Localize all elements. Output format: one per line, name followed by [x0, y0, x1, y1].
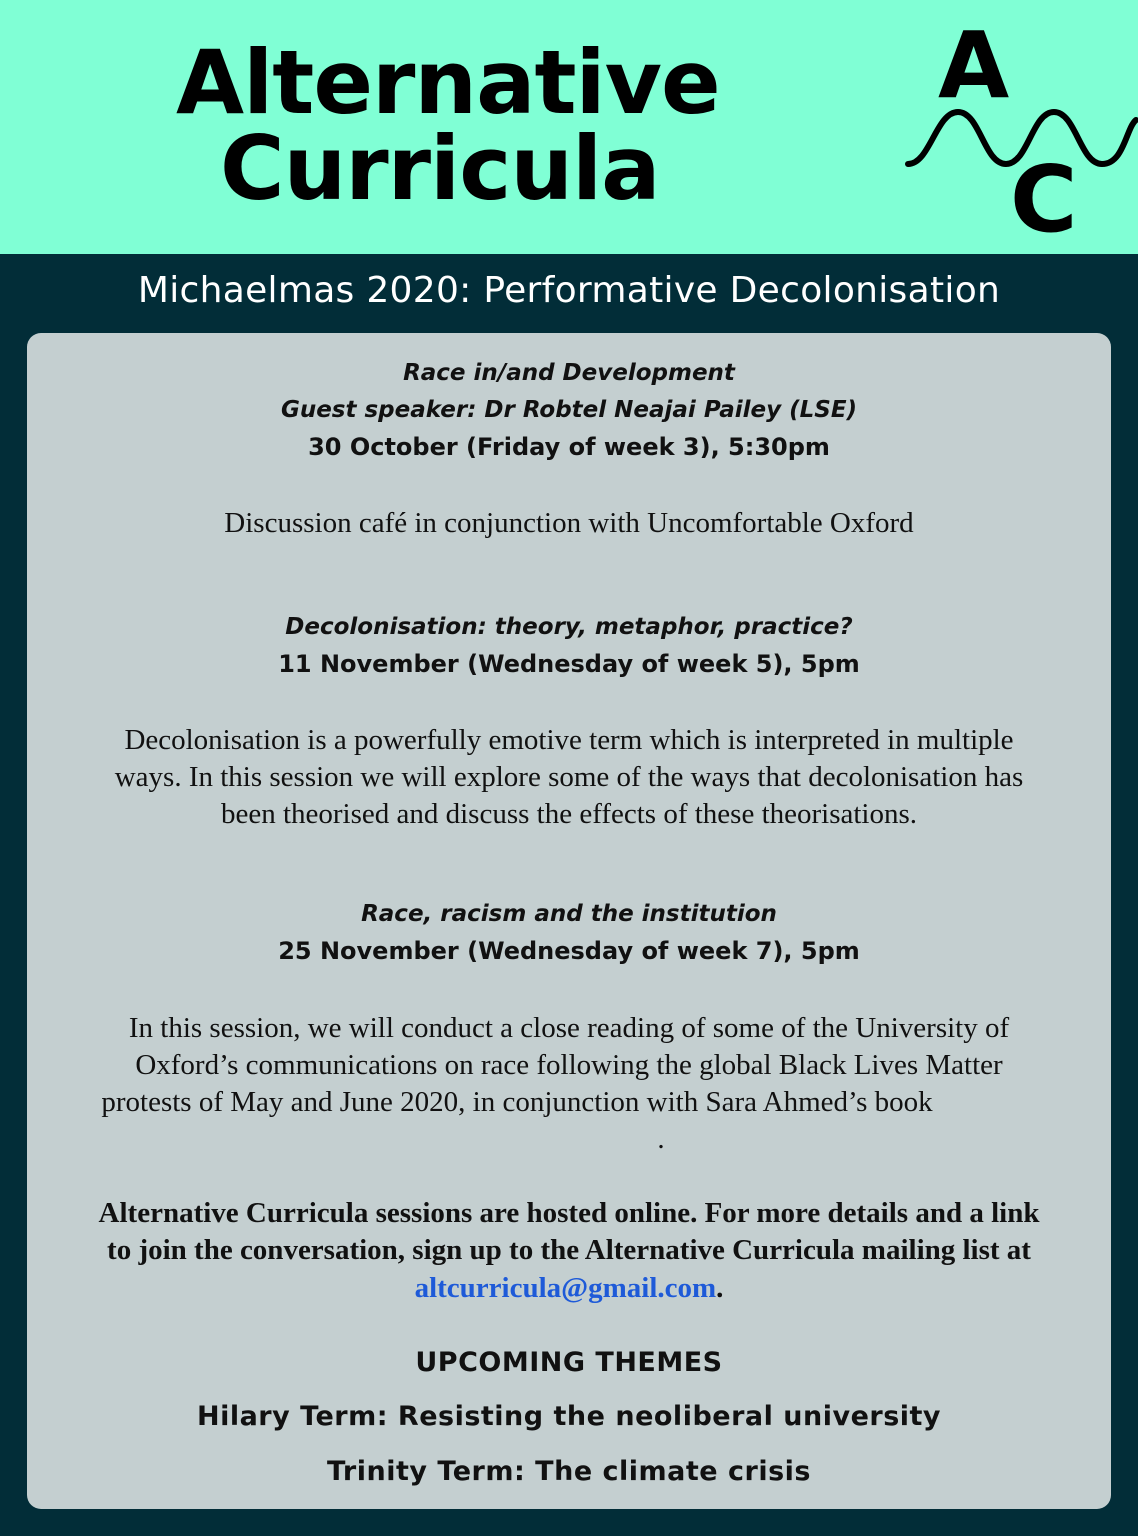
session-2-description-line: been theorised and discuss the effects of these theorisations.: [220, 798, 918, 830]
session-3-description-line: .: [657, 1123, 665, 1155]
email-link[interactable]: altcurricula@gmail.com: [414, 1272, 717, 1304]
title-line-1: Alternative: [176, 31, 720, 134]
session-1-description: Discussion café in conjunction with Uncomfortable Oxford: [224, 507, 914, 539]
logo-letter-a: A: [938, 12, 1010, 119]
term-heading: Michaelmas 2020: Performative Decolonisation: [137, 270, 1001, 311]
info-line: Alternative Curricula sessions are hosted online. For more details and a link: [98, 1197, 1040, 1229]
session-1-speaker: Guest speaker: Dr Robtel Neajai Pailey (LSE): [280, 397, 858, 423]
logo-letter-c: C: [1010, 146, 1078, 253]
session-1-date: 30 October (Friday of week 3), 5:30pm: [308, 433, 830, 461]
ac-logo: [900, 12, 1138, 254]
session-1-title: Race in/and Development: [403, 360, 735, 386]
header-banner: [0, 0, 1138, 254]
email-suffix: .: [716, 1272, 724, 1304]
session-3-description-line: protests of May and June 2020, in conjunction with Sara Ahmed’s book: [101, 1086, 933, 1118]
info-line: to join the conversation, sign up to the Alternative Curricula mailing list at: [107, 1234, 1031, 1266]
session-3-date: 25 November (Wednesday of week 7), 5pm: [278, 937, 860, 965]
session-3-description-line: In this session, we will conduct a close reading of some of the University of: [128, 1012, 1010, 1044]
upcoming-hilary: Hilary Term: Resisting the neoliberal university: [196, 1401, 942, 1432]
upcoming-heading: UPCOMING THEMES: [415, 1347, 723, 1378]
session-2-description-line: Decolonisation is a powerfully emotive term which is interpreted in multiple: [124, 724, 1014, 756]
session-2-title: Decolonisation: theory, metaphor, practice?: [285, 614, 853, 640]
page-title: [176, 31, 720, 220]
session-3-description-line: Oxford’s communications on race following the global Black Lives Matter: [135, 1049, 1003, 1081]
events-card: [27, 333, 1111, 1509]
session-2-description-line: ways. In this session we will explore some of the ways that decolonisation has: [114, 761, 1024, 793]
title-line-2: Curricula: [220, 117, 660, 220]
session-2-date: 11 November (Wednesday of week 5), 5pm: [278, 650, 860, 678]
session-3-title: Race, racism and the institution: [361, 901, 777, 927]
upcoming-trinity: Trinity Term: The climate crisis: [326, 1456, 811, 1487]
info-email-line: [27, 1272, 1111, 1305]
